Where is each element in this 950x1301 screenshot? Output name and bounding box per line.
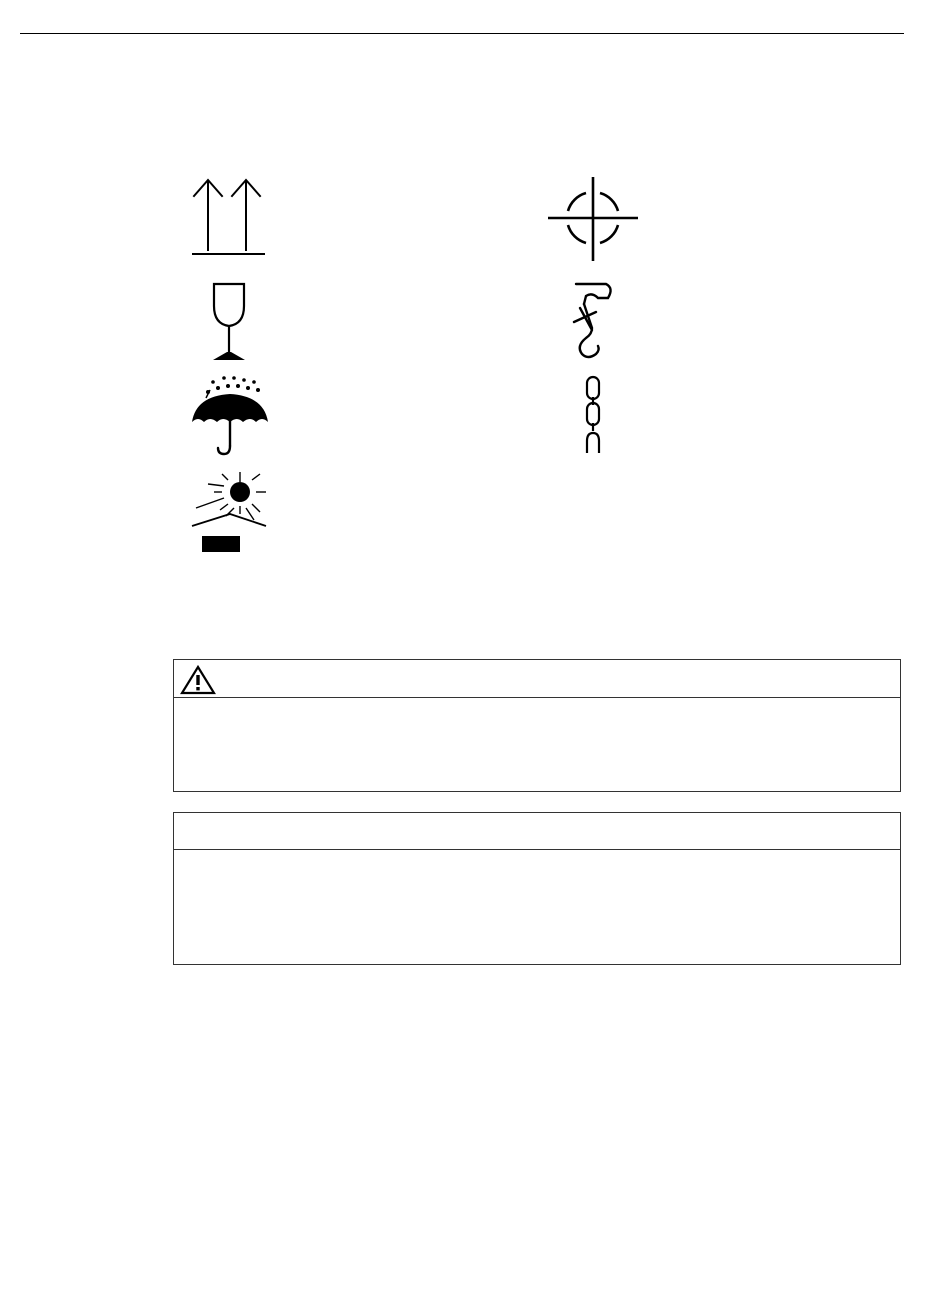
note-notice-header: [174, 813, 900, 850]
fragile-glass-icon: [205, 280, 253, 364]
protect-from-heat-sun-icon: [188, 470, 272, 560]
this-way-up-icon: [188, 174, 268, 260]
keep-dry-umbrella-icon: [188, 372, 272, 460]
sling-here-chain-icon: [582, 375, 604, 457]
warning-notice: [173, 659, 901, 792]
center-of-gravity-icon: [546, 175, 640, 263]
header-rule: [20, 33, 904, 34]
warning-triangle-icon: [179, 664, 217, 696]
note-notice: [173, 812, 901, 965]
warning-notice-header: [174, 660, 900, 698]
no-hooks-icon: [562, 278, 620, 362]
